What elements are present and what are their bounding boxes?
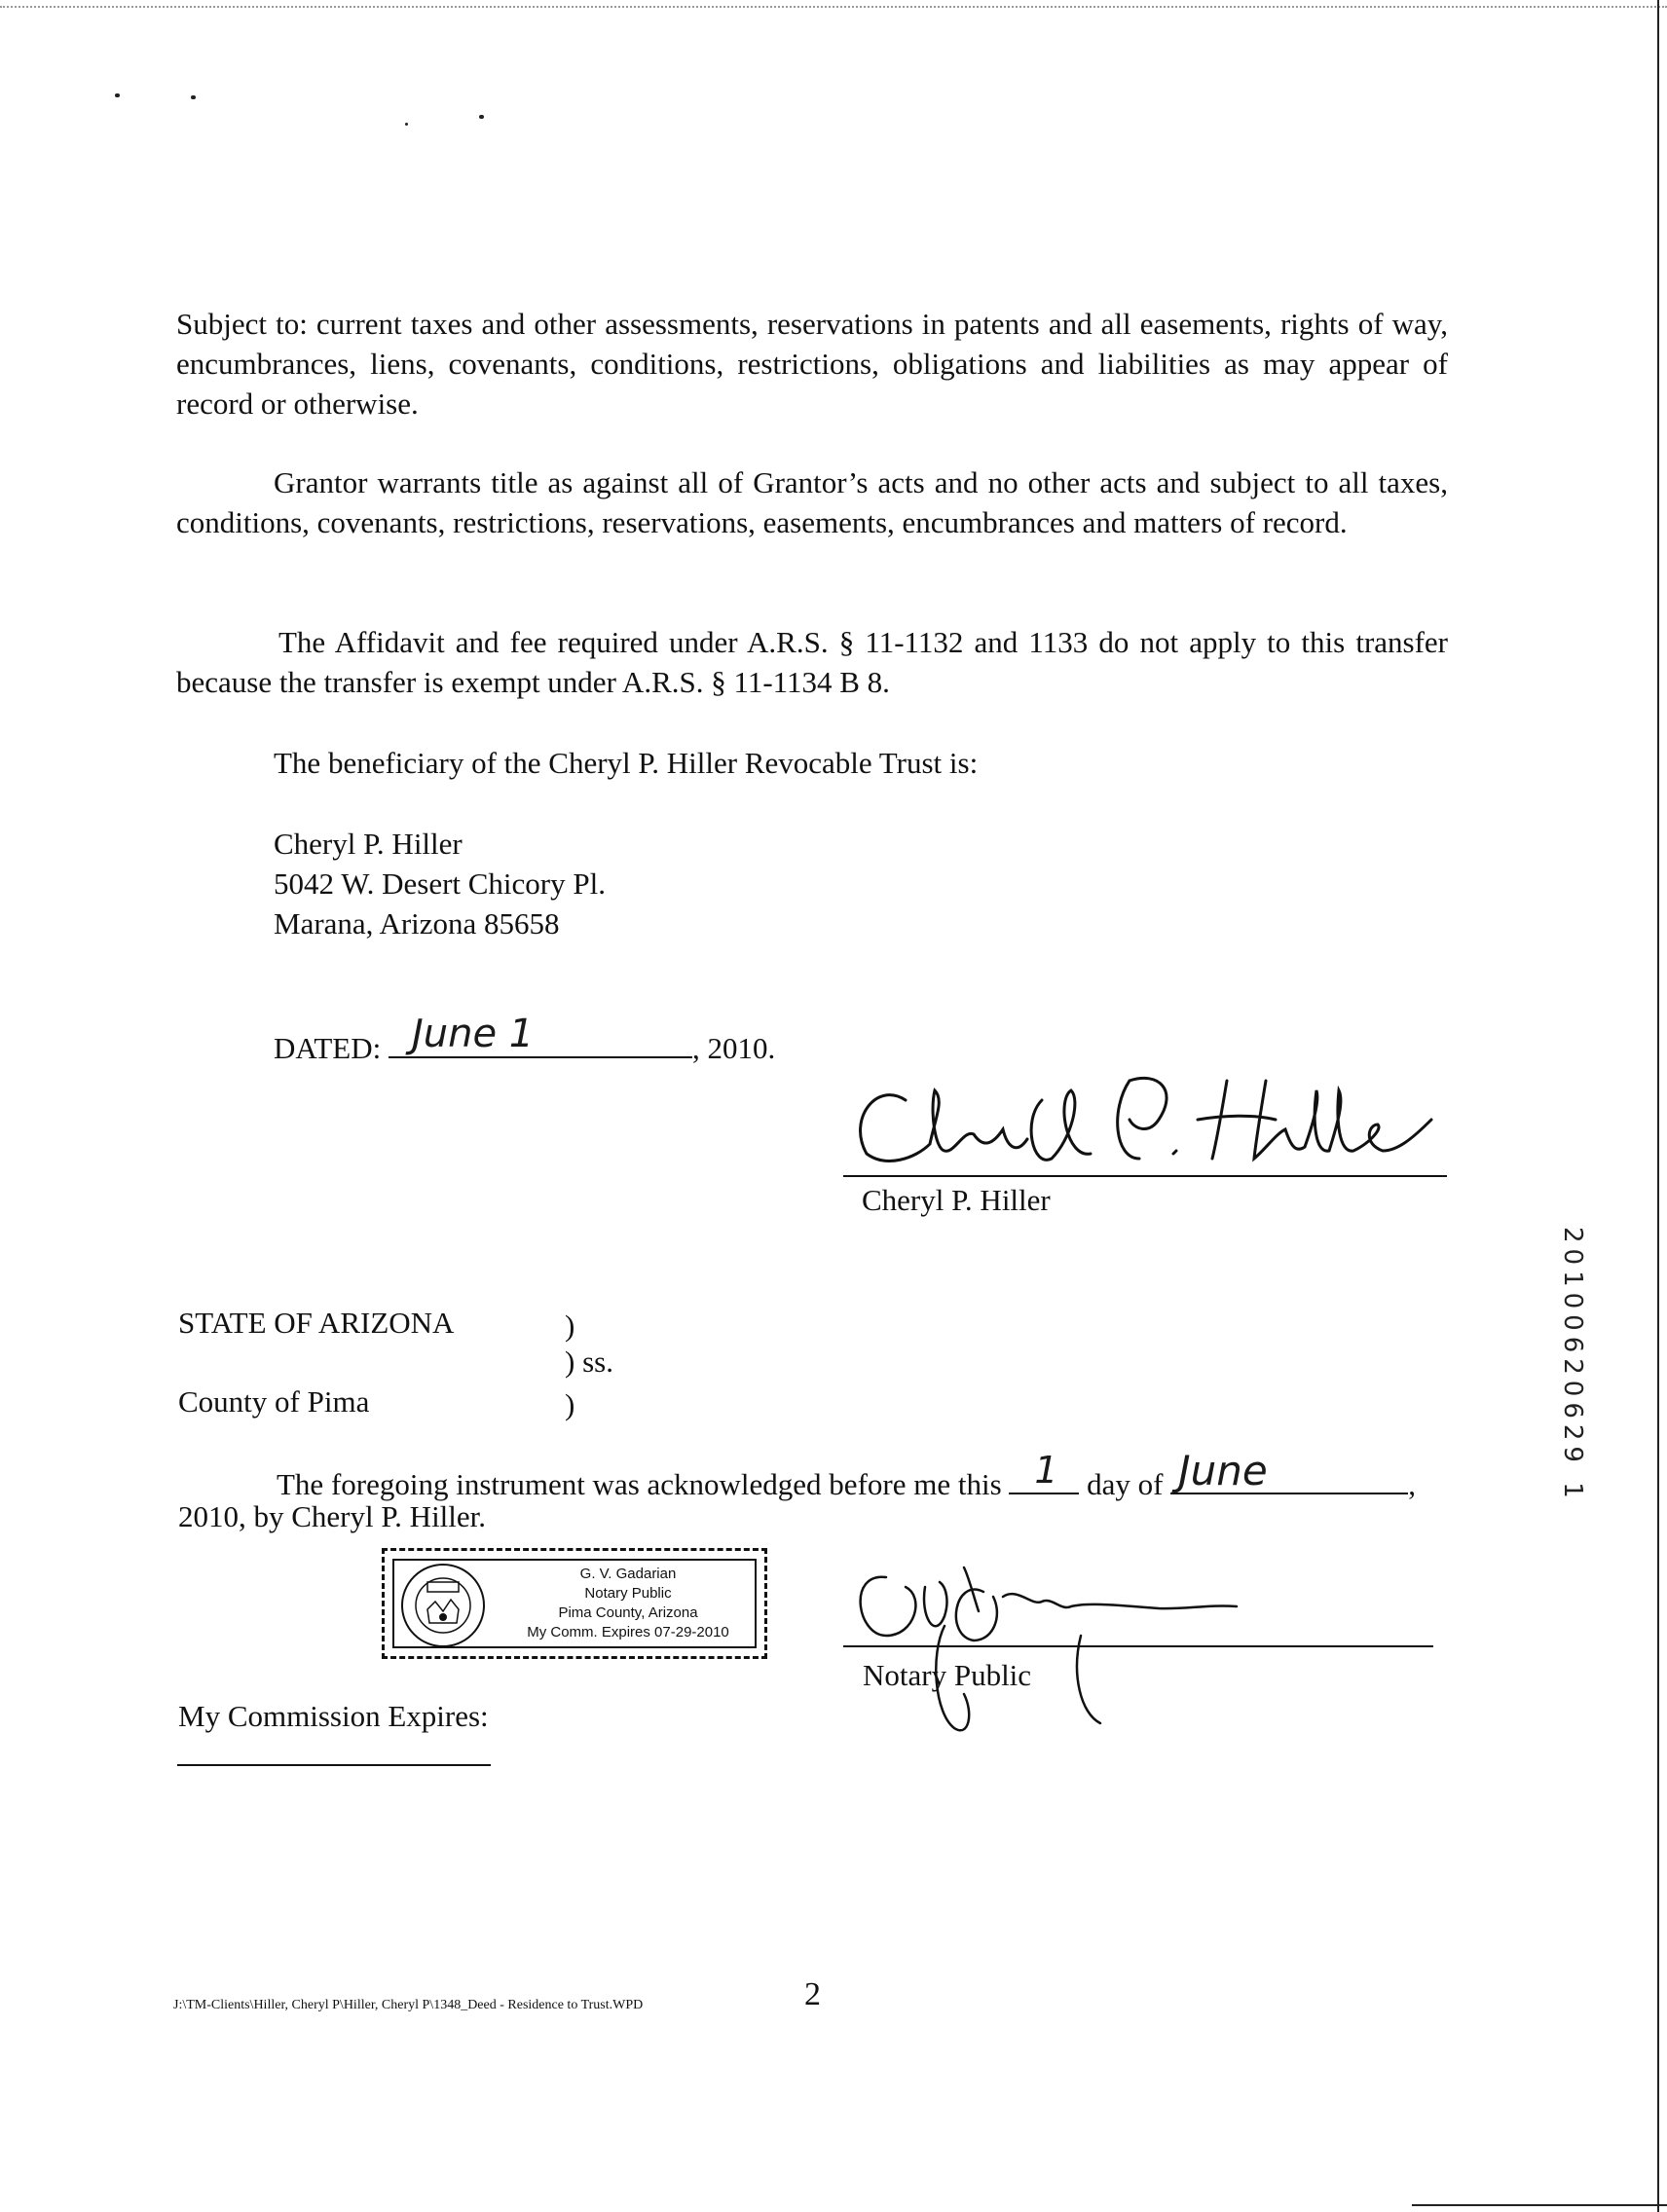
footer-file-path: J:\TM-Clients\Hiller, Cheryl P\Hiller, Cheryl P\1348_Deed - Residence to Trust.WPD [173,1998,644,2012]
acknowledgment-comma: , [1408,1467,1416,1501]
recording-number: 20100620629 1 [1558,1227,1587,1504]
acknowledgment-line-2: 2010, by Cheryl P. Hiller. [178,1499,487,1533]
acknowledgment-day-handwritten: 1 [1034,1449,1058,1492]
beneficiary-intro: The beneficiary of the Cheryl P. Hiller Revocable Trust is: [274,746,979,780]
commission-expires-label: My Commission Expires: [178,1699,489,1733]
grantor-printed-name: Cheryl P. Hiller [862,1183,1051,1217]
dated-label: DATED: [274,1031,382,1065]
grantor-signature-line [843,1175,1447,1177]
grantor-signature-scribble [837,1061,1461,1178]
dated-handwritten: June 1 [411,1012,535,1056]
grantor-signature [837,1061,1461,1188]
affidavit-paragraph: The Affidavit and fee required under A.R.S. § 11-1132 and 1133 do not apply to this transfer because the transfer is exempt under A.R.S. § 11-1134 B 8. [176,625,1448,699]
venue-county: County of Pima [178,1384,370,1419]
scan-speck [115,93,120,97]
dated-line [274,1012,776,1068]
venue-state: STATE OF ARIZONA [178,1306,455,1340]
acknowledgment-month-handwritten: June [1178,1447,1268,1494]
dated-year: , 2010. [691,1031,776,1065]
beneficiary-city: Marana, Arizona 85658 [274,906,560,940]
page-bottom-edge [1412,2204,1667,2206]
notary-signature-line [843,1645,1433,1647]
venue-paren-1: ) [565,1309,575,1343]
acknowledgment-text: The foregoing instrument was acknowledged before me this [277,1467,1002,1501]
page-top-edge [0,6,1667,8]
page-right-edge [1657,0,1659,2212]
notary-seal-icon [398,1561,488,1650]
acknowledgment-day-blank [1009,1449,1079,1494]
scan-speck [405,123,408,126]
scan-speck [479,115,484,119]
page-number: 2 [804,1976,821,2012]
notary-expires: My Comm. Expires 07-29-2010 [527,1624,729,1641]
notary-signature-label: Notary Public [863,1658,1032,1692]
acknowledgment-month-blank [1170,1447,1408,1494]
notary-stamp [382,1548,767,1659]
beneficiary-street: 5042 W. Desert Chicory Pl. [274,866,606,901]
commission-expires-line [177,1764,491,1766]
notary-name: G. V. Gadarian [579,1566,677,1582]
notary-county: Pima County, Arizona [558,1604,698,1621]
scan-speck [191,95,196,99]
notary-title: Notary Public [584,1585,672,1602]
venue-paren-3: ) [565,1387,575,1421]
acknowledgment-day-of: day of [1087,1467,1164,1501]
subject-to-paragraph: Subject to: current taxes and other assessments, reservations in patents and all easements, rights of way, encumbrances, liens, covenants, conditions, restrictions, obligations and liabilities as may appear of record or otherwise. [176,307,1448,421]
notary-stamp-text [500,1565,757,1642]
dated-blank [389,1012,692,1058]
beneficiary-name: Cheryl P. Hiller [274,827,463,861]
venue-ss: ) ss. [565,1345,613,1379]
warranty-paragraph: Grantor warrants title as against all of Grantor’s acts and no other acts and subject to all taxes, conditions, covenants, restrictions, reservations, easements, encumbrances and matters of record. [176,465,1448,539]
